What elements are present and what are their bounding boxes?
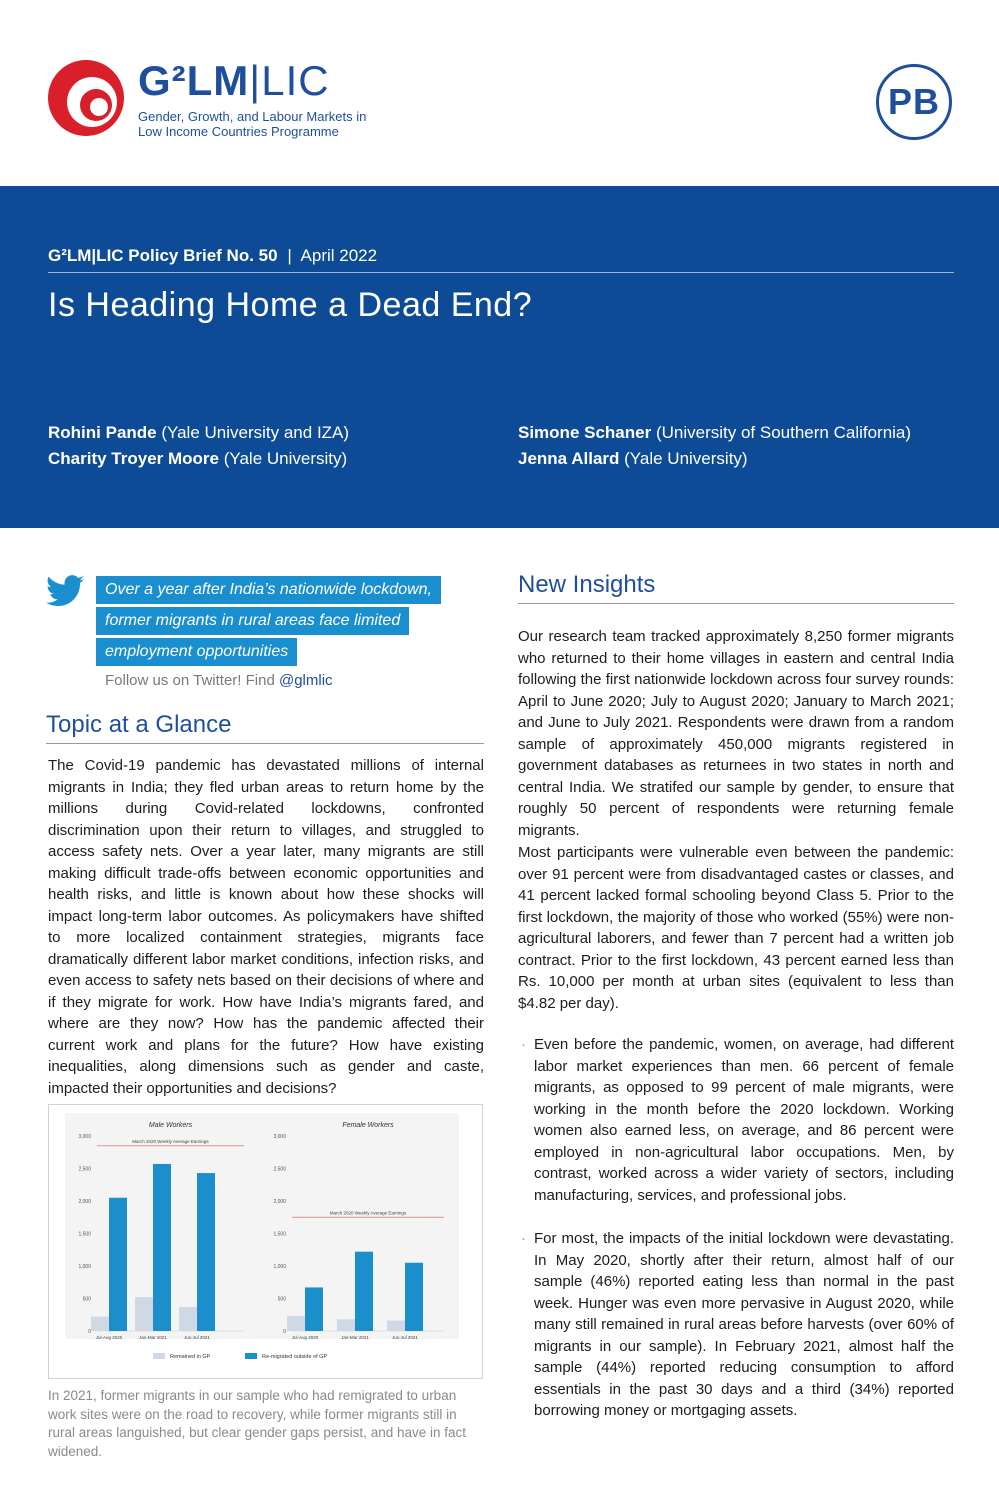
- bullet-mark: ·: [521, 1230, 526, 1247]
- tweet-line[interactable]: Over a year after India’s nationwide lockdown,: [96, 576, 441, 604]
- legend-swatch: [153, 1353, 165, 1359]
- follow-text: Follow us on Twitter! Find: [105, 672, 275, 689]
- author-name: Jenna Allard: [518, 449, 620, 468]
- logo-sub-line: Low Income Countries Programme: [138, 124, 339, 139]
- glance-rule: [46, 743, 484, 744]
- author-affiliation: (University of Southern California): [655, 423, 912, 442]
- twitter-icon[interactable]: [46, 575, 84, 607]
- y-tick-label: 1,500: [78, 1231, 91, 1238]
- bar: [305, 1287, 323, 1331]
- y-tick-label: 2,500: [78, 1166, 91, 1173]
- x-tick-label: Jan-Mar 2021: [341, 1335, 369, 1340]
- y-tick-label: 2,000: [78, 1199, 91, 1205]
- author-name: Simone Schaner: [518, 423, 652, 442]
- logo-word-b: LIC: [261, 57, 330, 104]
- logo-subtitle: [138, 109, 398, 139]
- page-title: Is Heading Home a Dead End?: [48, 286, 533, 324]
- author-affiliation: (Yale University): [624, 449, 748, 468]
- brief-separator: |: [287, 246, 292, 265]
- x-tick-label: Jul-Aug 2020: [95, 1335, 123, 1340]
- policy-brief-badge: PB: [876, 64, 952, 140]
- legend-label: Re-migrated outside of GP: [262, 1354, 328, 1360]
- bar: [387, 1321, 405, 1331]
- bar: [337, 1319, 355, 1331]
- insights-paragraph: Our research team tracked approximately 8,250 former migrants who returned to their home villages in eastern and central India following the first nationwide lockdown across four survey rounds: April to June 2020; July to August 2020; January to March 2021; and June to July 2021. Respondents were drawn from a random sample of approximately 450,000 migrants registered in government databases as returnees in two states in north and central India. We stratifed our sample by gender, to ensure that roughly 50 percent of respondents were returning female migrants.: [518, 628, 954, 839]
- y-tick-label: 1,500: [273, 1231, 286, 1238]
- bar: [109, 1198, 127, 1331]
- logo-word: G²LM: [138, 57, 250, 104]
- insights-bullet: [518, 1034, 954, 1206]
- author-name: Rohini Pande: [48, 423, 157, 442]
- tweet-line[interactable]: employment opportunities: [96, 638, 297, 666]
- reference-label: March 2020 Weekly Average Earnings: [329, 1210, 407, 1216]
- bullet-text: Even before the pandemic, women, on average, had different labor market experiences than men. 66 percent of female migrants, as opposed to 99 percent of male migrants, were working in the month before the 2020 lockdown. Working women also earned less, on average, and 86 percent were employed in non-agricultural labor occupations. Men, by contrast, worked across a wider variety of sectors, including manufacturing, services, and professional jobs.: [534, 1036, 954, 1204]
- twitter-handle-link[interactable]: @glmlic: [278, 672, 333, 689]
- x-tick-label: Jun-Jul 2021: [392, 1335, 418, 1340]
- x-tick-label: Jul-Aug 2020: [291, 1335, 319, 1340]
- logo-wordmark: G²LM|LIC: [138, 57, 330, 104]
- y-tick-label: 1,000: [273, 1264, 286, 1270]
- author: [518, 420, 911, 446]
- g2lm-logo-icon: [46, 58, 126, 138]
- author: [48, 446, 347, 472]
- y-tick-label: 0: [283, 1329, 286, 1335]
- y-tick-label: 0: [88, 1329, 91, 1335]
- bar: [91, 1317, 109, 1331]
- insights-rule: [518, 603, 954, 604]
- y-tick-label: 500: [82, 1296, 91, 1303]
- earnings-figure: [48, 1104, 483, 1379]
- insights-paragraph: Most participants were vulnerable even between the pandemic: over 91 percent were from disadvantaged castes or classes, and 41 percent lacked formal schooling beyond Class 5. Prior to the first lockdown, the majority of those who worked (55%) were non-agricultural laborers, and fewer than 7 percent had a written job contract. Prior to the first lockdown, 43 percent earned less than Rs. 10,000 per month at urban sites (equivalent to less than $4.82 per day).: [518, 844, 954, 1012]
- bar: [135, 1297, 153, 1331]
- brief-series-line: [48, 246, 377, 266]
- author-name: Charity Troyer Moore: [48, 449, 219, 468]
- insights-bullet: [518, 1228, 954, 1422]
- y-tick-label: 2,000: [273, 1199, 286, 1205]
- banner-divider: [48, 272, 954, 273]
- chart-title: Female Workers: [342, 1122, 394, 1129]
- twitter-follow-note: [105, 672, 333, 689]
- x-tick-label: Jan-Mar 2021: [139, 1335, 167, 1340]
- glance-body: The Covid-19 pandemic has devastated millions of internal migrants in India; they fled urban areas to return home by the millions during Covid-related lockdowns, confronted discrimination upon their return to villages, and struggled to access safety nets. Over a year later, many migrants are still making difficult trade-offs between economic opportunities and health risks, and little is known about how these shocks will impact long-term labor outcomes. As policymakers have shifted to more localized containment strategies, migrants face dramatically different labor market conditions, infection risks, and even access to safety nets based on their decisions of where and if they migrate for work. How have India’s migrants fared, and where are they now? How has the pandemic affected their current work and plans for the future? How have existing inequalities, along dimensions such as gender and caste, impacted their opportunities and decisions?: [48, 757, 484, 1097]
- figure-caption: In 2021, former migrants in our sample who had remigrated to urban work sites were on the road to recovery, while former migrants still in rural areas languished, but clear gender gaps persist, and have in fact widened.: [48, 1388, 467, 1459]
- y-tick-label: 1,000: [78, 1264, 91, 1270]
- author-affiliation: (Yale University): [223, 449, 348, 468]
- reference-label: March 2020 Weekly Average Earnings: [132, 1138, 209, 1144]
- bar: [153, 1164, 171, 1331]
- bar: [405, 1263, 423, 1331]
- author: [518, 446, 748, 472]
- y-tick-label: 3,000: [78, 1134, 91, 1140]
- y-tick-label: 3,000: [273, 1134, 286, 1140]
- bar: [287, 1316, 305, 1331]
- bar: [197, 1173, 215, 1331]
- brief-date: April 2022: [300, 246, 378, 265]
- bar: [179, 1307, 197, 1331]
- title-banner: [0, 186, 999, 528]
- tweet-line[interactable]: former migrants in rural areas face limited: [96, 607, 409, 635]
- bullet-text: For most, the impacts of the initial lockdown were devastating. In May 2020, shortly after their return, almost half of our sample (46%) reported eating less than normal in the past week. Hunger was even more pervasive in August 2020, while many still remained in rural areas before harvests (over 60% of migrants in our sample). In February 2021, almost half the sample (44%) reported reducing consumption to afford essentials in the past 30 days and a third (34%) reported borrowing money or mortgaging assets.: [534, 1230, 954, 1419]
- author: [48, 420, 349, 446]
- glance-heading: Topic at a Glance: [46, 711, 232, 738]
- author-affiliation: (Yale University and IZA): [161, 423, 350, 442]
- brief-series: G²LM|LIC Policy Brief No. 50: [48, 246, 278, 265]
- logo-sub-line: Gender, Growth, and Labour Markets in: [138, 109, 367, 124]
- x-tick-label: Jun-Jul 2021: [184, 1335, 210, 1340]
- legend-label: Remained in GP: [170, 1354, 211, 1360]
- legend-swatch: [245, 1353, 257, 1359]
- earnings-chart: [49, 1105, 484, 1380]
- y-tick-label: 500: [277, 1296, 286, 1303]
- insights-heading: New Insights: [518, 571, 656, 598]
- bar: [355, 1252, 373, 1331]
- chart-title: Male Workers: [148, 1122, 193, 1129]
- page-header: [0, 0, 999, 186]
- bullet-mark: ·: [521, 1036, 526, 1053]
- y-tick-label: 2,500: [273, 1166, 286, 1173]
